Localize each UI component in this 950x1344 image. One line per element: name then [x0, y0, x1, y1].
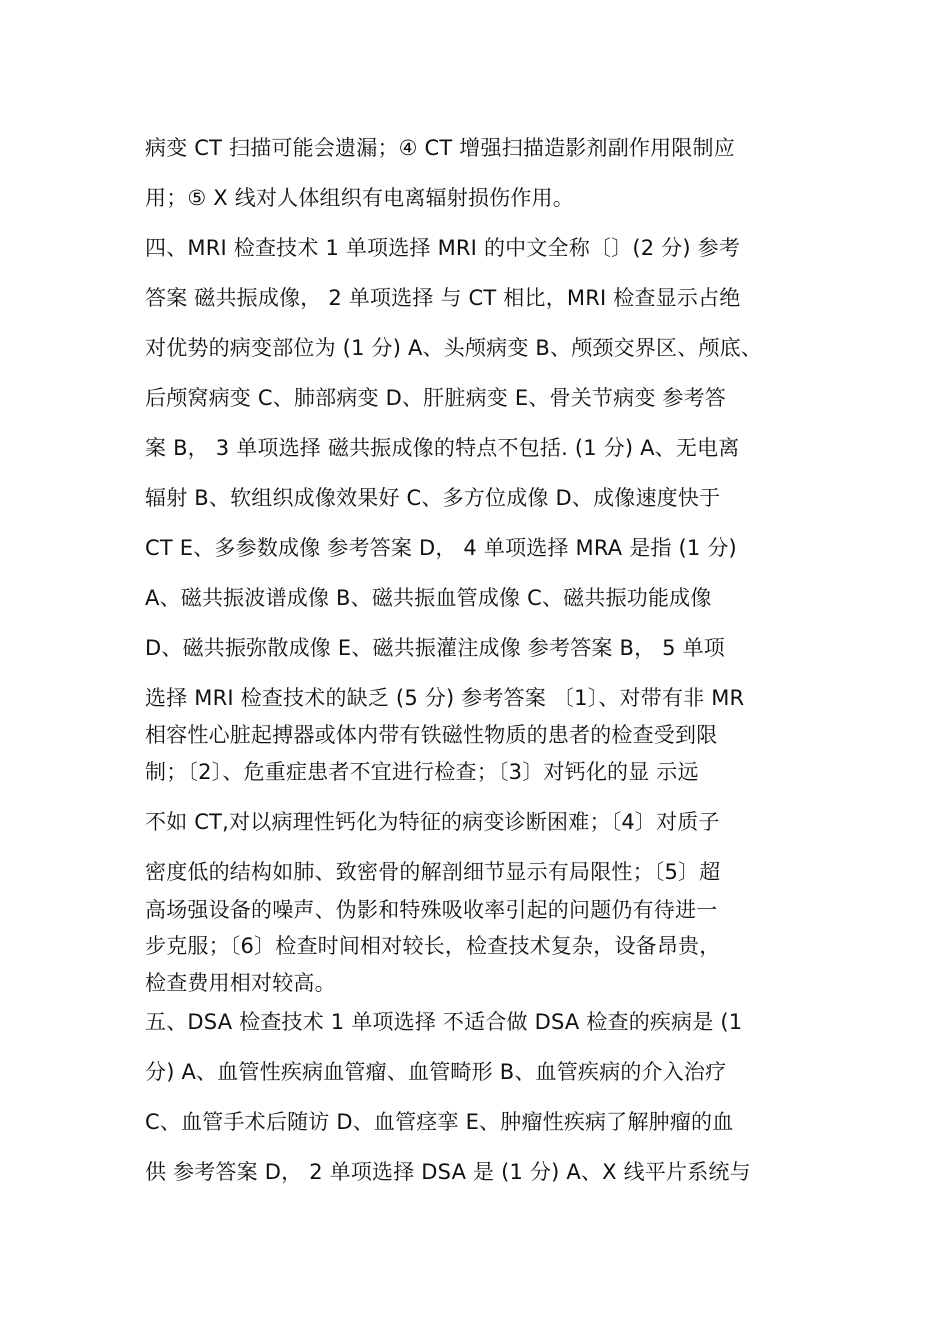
text-line: 步克服；〔6〕检查时间相对较长，检查技术复杂，设备昂贵， [145, 934, 721, 958]
text-line: 辐射 B、软组织成像效果好 C、多方位成像 D、成像速度快于 [145, 486, 721, 510]
text-line: 用；⑤ X 线对人体组织有电离辐射损伤作用。 [145, 186, 574, 210]
text-line: 密度低的结构如肺、致密骨的解剖细节显示有局限性；〔5〕超 [145, 860, 721, 884]
text-line: 病变 CT 扫描可能会遗漏；④ CT 增强扫描造影剂副作用限制应 [145, 136, 735, 160]
text-line: 制；〔2〕、危重症患者不宜进行检查；〔3〕对钙化的显 示远 [145, 760, 699, 784]
text-line: C、血管手术后随访 D、血管痉挛 E、肿瘤性疾病了解肿瘤的血 [145, 1110, 734, 1134]
text-line: 分) A、血管性疾病血管瘤、血管畸形 B、血管疾病的介入治疗 [145, 1060, 727, 1084]
text-line: 后颅窝病变 C、肺部病变 D、肝脏病变 E、骨关节病变 参考答 [145, 386, 727, 410]
text-line: CT E、多参数成像 参考答案 D， 4 单项选择 MRA 是指 (1 分) [145, 536, 737, 560]
text-line: 对优势的病变部位为 (1 分) A、头颅病变 B、颅颈交界区、颅底、 [145, 336, 763, 360]
text-line: 案 B， 3 单项选择 磁共振成像的特点不包括. (1 分) A、无电离 [145, 436, 740, 460]
text-line: 相容性心脏起搏器或体内带有铁磁性物质的患者的检查受到限 [145, 723, 718, 747]
text-line: 五、DSA 检查技术 1 单项选择 不适合做 DSA 检查的疾病是 (1 [145, 1010, 743, 1034]
text-line: 四、MRI 检查技术 1 单项选择 MRI 的中文全称〔〕(2 分) 参考 [145, 236, 741, 260]
text-line: 答案 磁共振成像， 2 单项选择 与 CT 相比，MRI 检查显示占绝 [145, 286, 741, 310]
text-line: 供 参考答案 D， 2 单项选择 DSA 是 (1 分) A、X 线平片系统与 [145, 1160, 751, 1184]
text-line: 选择 MRI 检查技术的缺乏 (5 分) 参考答案 〔1〕、对带有非 MR [145, 686, 745, 710]
text-line: 检查费用相对较高。 [145, 971, 336, 995]
text-line: 不如 CT,对以病理性钙化为特征的病变诊断困难；〔4〕对质子 [145, 810, 720, 834]
text-line: D、磁共振弥散成像 E、磁共振灌注成像 参考答案 B， 5 单项 [145, 636, 725, 660]
text-line: 高场强设备的噪声、伪影和特殊吸收率引起的问题仍有待进一 [145, 898, 718, 922]
text-line: A、磁共振波谱成像 B、磁共振血管成像 C、磁共振功能成像 [145, 586, 712, 610]
